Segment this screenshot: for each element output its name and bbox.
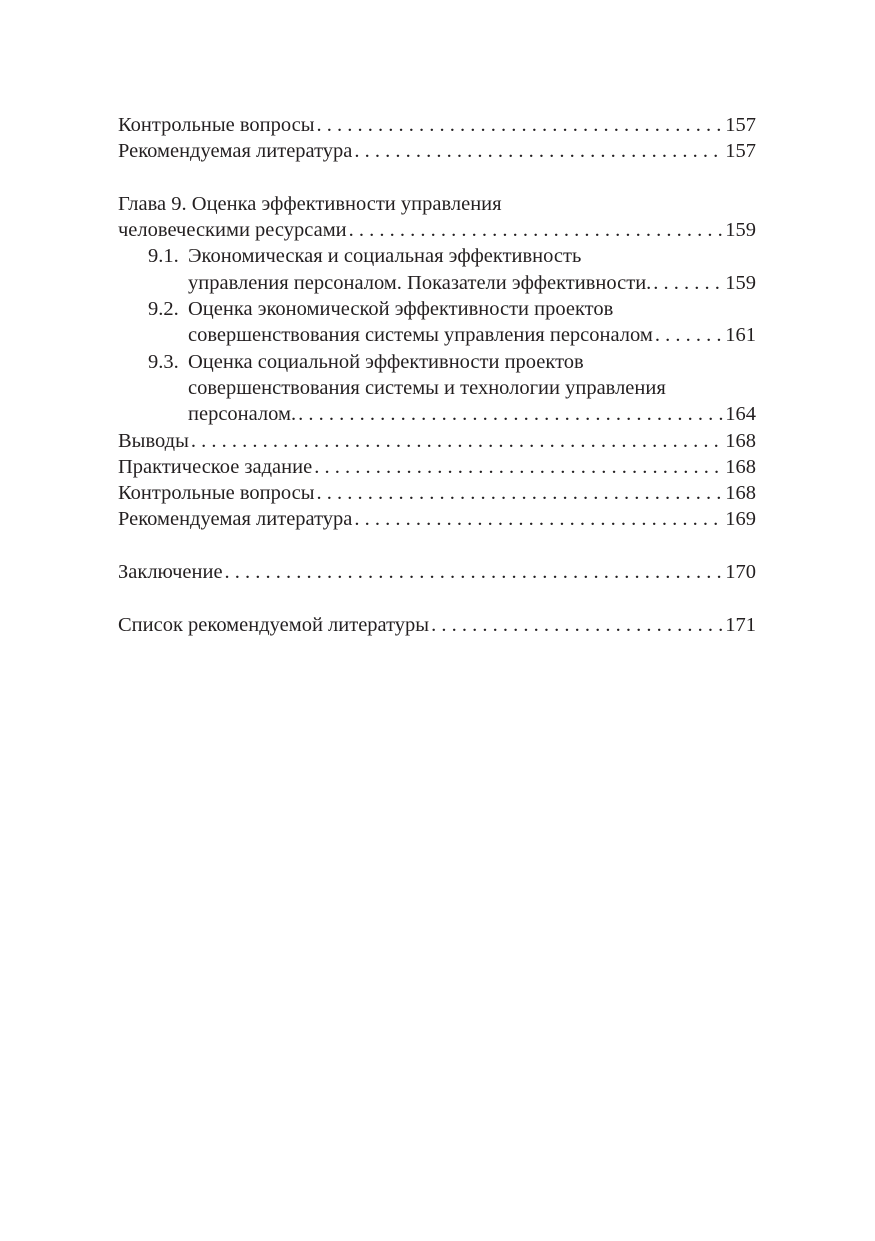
toc-leader-dots (317, 112, 724, 138)
toc-leader-dots (317, 480, 724, 506)
toc-entry-title: Контрольные вопросы (118, 114, 315, 136)
toc-entry-page: 168 (725, 429, 756, 452)
toc-entry-recommended-literature-9 (118, 506, 756, 532)
toc-entry-title: Заключение (118, 561, 223, 584)
toc-spacer (118, 165, 756, 191)
toc-entry-page: 168 (725, 482, 756, 505)
toc-entry-page: 170 (725, 561, 756, 584)
section-heading (148, 296, 613, 322)
toc-spacer (118, 585, 756, 611)
toc-leader-dots (354, 138, 723, 164)
toc-section-9-3-line2 (118, 375, 756, 401)
toc-entry-page: 157 (725, 140, 756, 163)
toc-entry-page: 159 (725, 219, 756, 242)
section-heading (148, 243, 581, 269)
toc-entry-page: 161 (725, 324, 756, 347)
section-heading (148, 349, 584, 375)
toc-entry-title: Контрольные вопросы (118, 482, 315, 505)
toc-section-9-3-line1 (118, 349, 756, 375)
toc-leader-dots (349, 217, 724, 243)
toc-section-9-1-line1 (118, 243, 756, 269)
toc-entry-practical-task-9 (118, 454, 756, 480)
toc-leader-dots (354, 506, 723, 532)
toc-chapter-9-title-line2 (118, 217, 756, 243)
toc-entry-recommended-literature-8 (118, 138, 756, 164)
toc-entry-title: Список рекомендуемой литературы (118, 613, 430, 636)
section-title-text: Экономическая и социальная эффективность (188, 245, 582, 268)
toc-entry-page: 169 (725, 508, 756, 531)
toc-leader-dots (225, 559, 724, 585)
section-title-text: совершенствования системы и технологии управления (188, 376, 666, 399)
toc-entry-conclusions-9 (118, 428, 756, 454)
section-title-text: совершенствования системы управления персоналом (188, 324, 653, 347)
toc-entry-control-questions-8 (118, 112, 756, 138)
toc-entry-page: 171 (725, 613, 756, 636)
toc-section-9-1-line2 (118, 270, 756, 296)
toc-chapter-9-title-line1 (118, 191, 756, 217)
section-number: 9.3. (148, 350, 179, 373)
chapter-title-text: Глава 9. Оценка эффективности управления (118, 192, 502, 215)
section-title-text: управления персоналом. Показатели эффективности. (188, 271, 652, 294)
section-number: 9.1. (148, 245, 179, 268)
toc-leader-dots (653, 270, 723, 296)
toc-entry-page: 159 (725, 271, 756, 294)
toc-section-9-2-line1 (118, 296, 756, 322)
toc-entry-title: Практическое задание (118, 455, 313, 478)
toc-section-9-2-line2 (118, 322, 756, 348)
toc-entry-title: Выводы (118, 429, 189, 452)
toc-leader-dots (655, 322, 723, 348)
toc-spacer (118, 533, 756, 559)
toc-leader-dots (298, 401, 723, 427)
toc-entry-page: 157 (725, 114, 756, 136)
toc-leader-dots (314, 454, 723, 480)
toc-section-9-3-line3 (118, 401, 756, 427)
chapter-title-text: человеческими ресурсами (118, 219, 347, 242)
toc-entry-title: Рекомендуемая литература (118, 508, 353, 531)
toc-entry-conclusion (118, 559, 756, 585)
toc-entry-bibliography (118, 612, 756, 638)
section-title-text: Оценка социальной эффективности проектов (188, 350, 584, 373)
toc-leader-dots (191, 428, 723, 454)
toc-entry-title: Рекомендуемая литература (118, 140, 353, 163)
section-title-text: Оценка экономической эффективности проектов (188, 298, 614, 321)
section-number: 9.2. (148, 298, 179, 321)
toc-leader-dots (431, 612, 723, 638)
toc-entry-control-questions-9 (118, 480, 756, 506)
table-of-contents (118, 112, 756, 638)
toc-entry-page: 164 (725, 403, 756, 426)
toc-entry-page: 168 (725, 455, 756, 478)
section-title-text: персоналом. (188, 403, 297, 426)
